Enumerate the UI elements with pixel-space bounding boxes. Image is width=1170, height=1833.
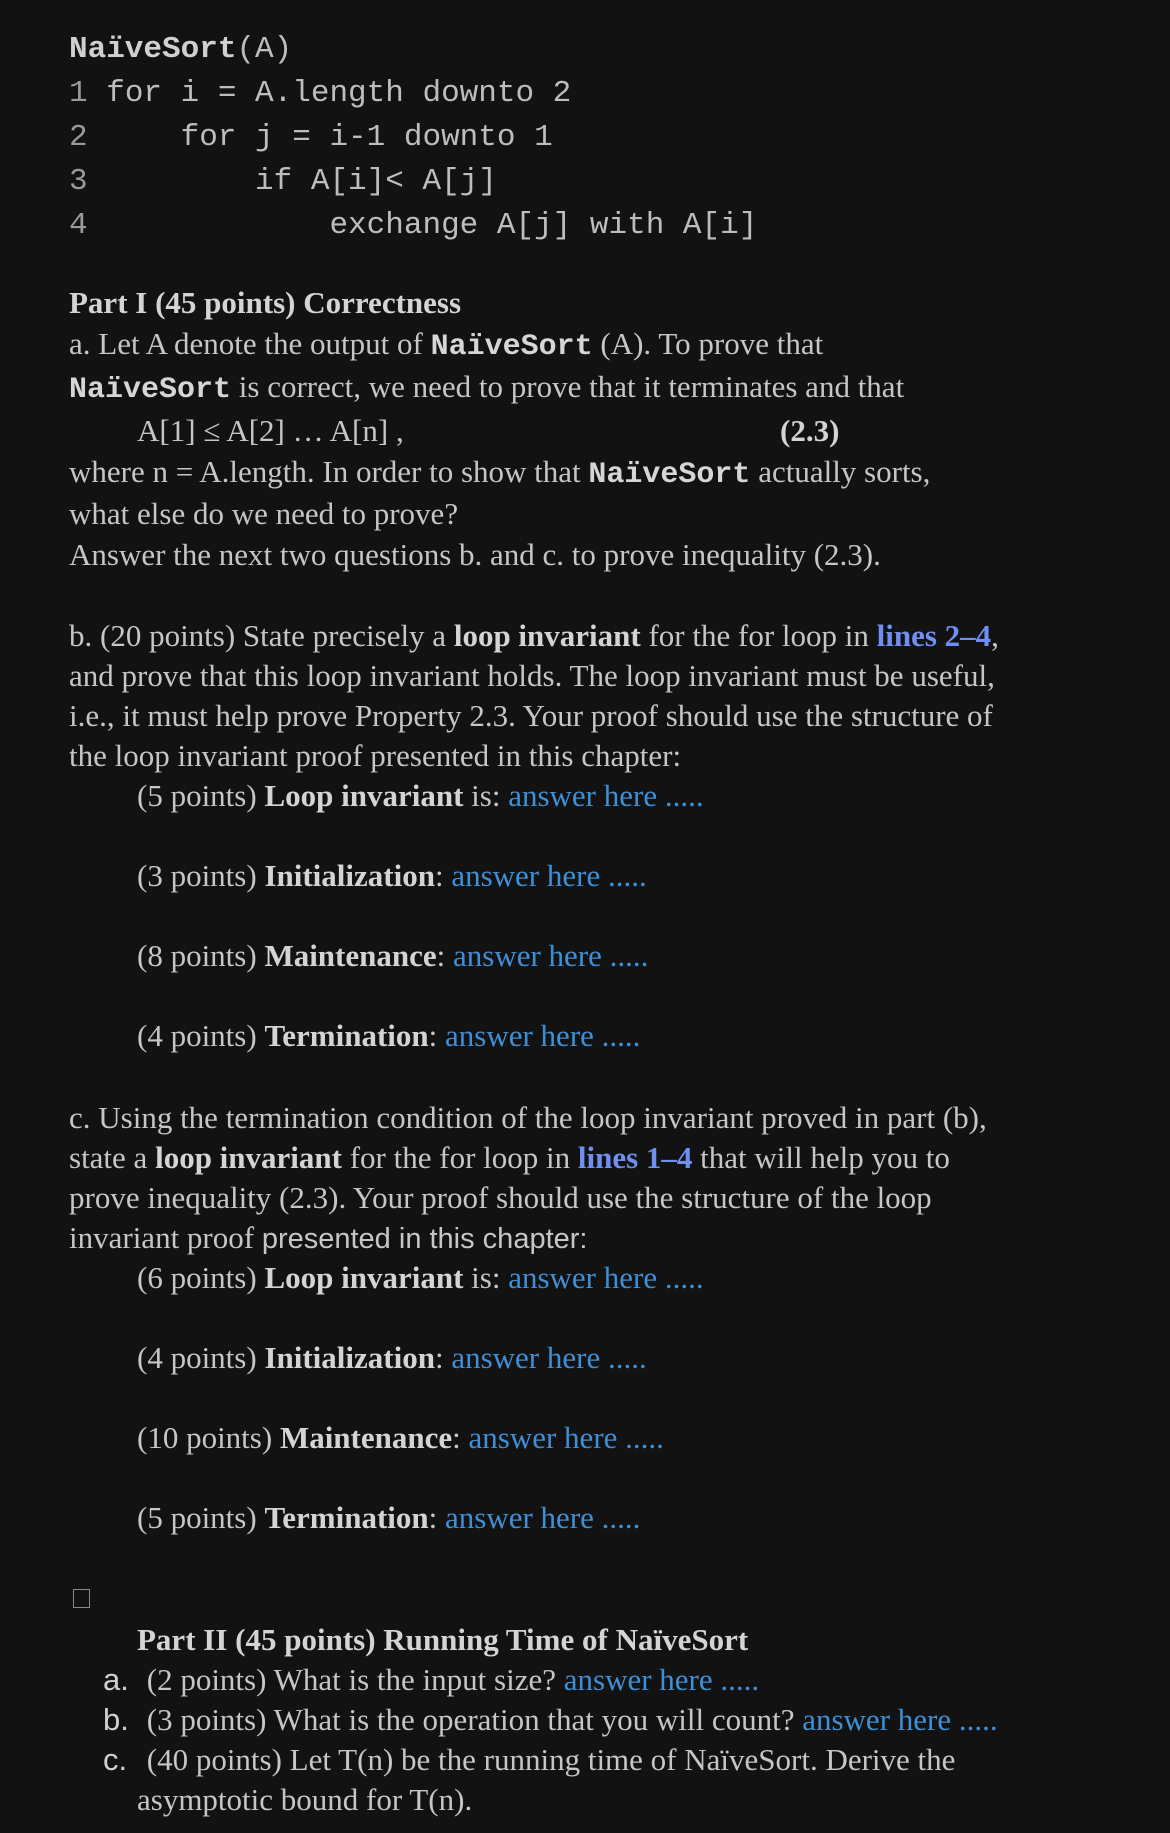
part1-c-line3: prove inequality (2.3). Your proof should use the structure of the loop (69, 1180, 932, 1215)
part1-a-line1: a. Let A denote the output of NaïveSort (A). To prove that (69, 326, 824, 364)
answer-field[interactable]: answer here ..... (563, 1662, 760, 1697)
list-item: a. (2 points) What is the input size? answer here ..... (103, 1662, 760, 1697)
b-maintenance-item: (8 points) Maintenance: answer here ..... (137, 938, 649, 973)
code-line: 2 for j = i-1 downto 1 (69, 120, 553, 155)
c-initialization-item: (4 points) Initialization: answer here ..... (137, 1340, 647, 1375)
answer-field[interactable]: answer here ..... (445, 1018, 641, 1053)
checkbox[interactable] (73, 1589, 90, 1608)
answer-field[interactable]: answer here ..... (508, 778, 704, 813)
c-maintenance-item: (10 points) Maintenance: answer here ..... (137, 1420, 664, 1455)
part1-b-line2: and prove that this loop invariant holds. The loop invariant must be useful, (69, 658, 995, 693)
inequality: A[1] ≤ A[2] … A[n] , (137, 413, 404, 448)
answer-field[interactable]: answer here ..... (451, 858, 647, 893)
part1-heading: Part I (45 points) Correctness (69, 285, 462, 320)
pseudocode-title: NaïveSort(A) (69, 32, 293, 67)
answer-field[interactable]: answer here ..... (508, 1260, 704, 1295)
code-line: 3 if A[i]< A[j] (69, 164, 497, 199)
part1-b-line3: i.e., it must help prove Property 2.3. Your proof should use the structure of (69, 698, 993, 733)
answer-field[interactable]: answer here ..... (451, 1340, 647, 1375)
code-line: 1 for i = A.length downto 2 (69, 76, 572, 111)
answer-field[interactable]: answer here ..... (468, 1420, 664, 1455)
c-loop-invariant-item: (6 points) Loop invariant is: answer here ..... (137, 1260, 704, 1295)
answer-field[interactable]: answer here ..... (445, 1500, 641, 1535)
list-item-continuation: asymptotic bound for T(n). (137, 1782, 473, 1817)
part1-b-line1: b. (20 points) State precisely a loop invariant for the for loop in lines 2–4, (69, 618, 999, 653)
part1-c-line1: c. Using the termination condition of the loop invariant proved in part (b), (69, 1100, 987, 1135)
c-termination-item: (5 points) Termination: answer here ..... (137, 1500, 641, 1535)
part1-a-line5: what else do we need to prove? (69, 496, 459, 531)
part1-a-line4: where n = A.length. In order to show that NaïveSort actually sorts, (69, 454, 931, 492)
equation-number: (2.3) (780, 413, 840, 448)
list-item: b. (3 points) What is the operation that you will count? answer here ..... (103, 1702, 998, 1737)
answer-field[interactable]: answer here ..... (802, 1702, 998, 1737)
part2-heading: Part II (45 points) Running Time of NaïveSort (137, 1622, 749, 1657)
part1-b-line4: the loop invariant proof presented in this chapter: (69, 738, 682, 773)
part1-c-line4: invariant proof presented in this chapter: (69, 1220, 588, 1255)
b-termination-item: (4 points) Termination: answer here ..... (137, 1018, 641, 1053)
part1-c-line2: state a loop invariant for the for loop in lines 1–4 that will help you to (69, 1140, 950, 1175)
code-line: 4 exchange A[j] with A[i] (69, 208, 758, 243)
b-loop-invariant-item: (5 points) Loop invariant is: answer here ..... (137, 778, 704, 813)
part1-a-line2: NaïveSort is correct, we need to prove that it terminates and that (69, 369, 905, 407)
answer-field[interactable]: answer here ..... (453, 938, 649, 973)
pseudocode-block (69, 28, 757, 248)
b-initialization-item: (3 points) Initialization: answer here ..... (137, 858, 647, 893)
list-item: c. (40 points) Let T(n) be the running time of NaïveSort. Derive the (103, 1742, 956, 1777)
part1-a-line6: Answer the next two questions b. and c. to prove inequality (2.3). (69, 537, 881, 572)
